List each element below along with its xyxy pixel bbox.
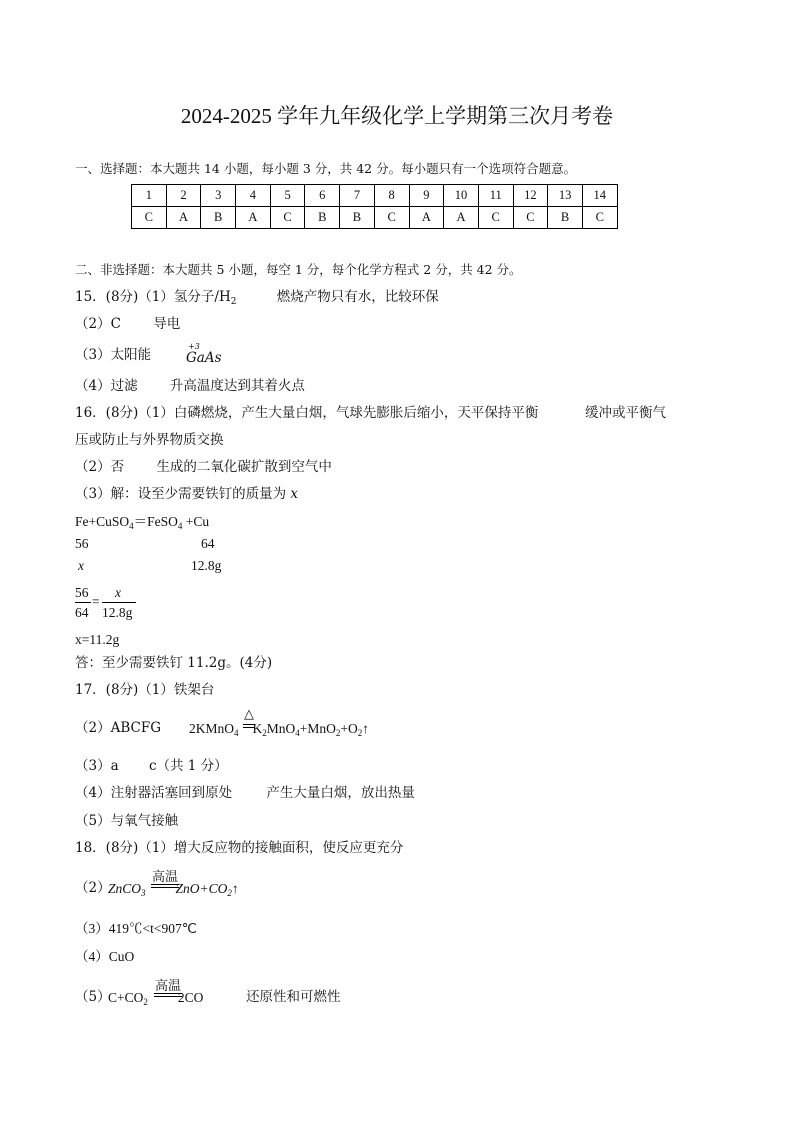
q17-answer1: 17．(8分)（1）铁架台 [75,682,215,698]
eq-sub: 4 [177,521,183,531]
q15-line2 [75,318,180,332]
q16-equation [75,515,209,531]
question-number-cell: 5 [270,185,305,207]
q17-answer3: （3）a [75,758,119,774]
answer-cell: B [305,207,340,229]
frac2-denominator: 12.8g [102,605,133,620]
q17-line4 [75,787,415,801]
answer-cell: A [166,207,201,229]
eq-product: 2CO [177,990,204,1005]
answer-table-answer-row [132,207,618,229]
q18-answer2-label: （2） [75,880,111,896]
eq-products: ＝FeSO [133,514,178,529]
answer-cell: A [444,207,479,229]
frac2-numerator: x [115,585,121,600]
q18-answer5b: 还原性和可燃性 [246,989,341,1005]
high-temp-condition: 高温 [151,870,178,885]
answer-cell: B [548,207,583,229]
eq-product-mno2: +MnO [299,721,336,736]
q15-answer1-subscript: 2 [230,297,237,307]
frac1-numerator: 56 [75,585,89,600]
question-number-cell: 12 [513,185,548,207]
q18-answer3: （3）419℃<t<907℃ [75,921,197,936]
q16-answer1b: 缓冲或平衡气 [585,405,666,421]
eq-reactant: ZnCO [108,881,142,896]
gas-arrow: ↑ [362,721,370,736]
q15-answer1b: 燃烧产物只有水，比较环保 [276,289,439,305]
q15-answer3: （3）太阳能 [75,347,152,363]
gaas-formula: GaAs [186,350,222,366]
heat-condition: △ [244,707,254,722]
q17-answer4b: 产生大量白烟，放出热量 [266,785,415,801]
q17-answer3b: c（共 1 分） [148,758,228,774]
q18-answer4: （4）CuO [75,949,135,964]
eq-sub: 2 [143,997,148,1007]
gas-arrow: ↑ [231,881,239,896]
kmno4-equation [189,722,369,738]
answer-cell: C [132,207,167,229]
q15-line1 [75,291,439,307]
eq-sub: 3 [141,888,146,898]
q16-answer2b: 生成的二氧化碳扩散到空气中 [156,459,332,475]
equals-double-line [154,993,182,997]
answer-cell: C [374,207,409,229]
question-number-cell: 3 [201,185,236,207]
equals-double-line [151,884,179,888]
answer-cell: B [201,207,236,229]
eq-sub: 4 [234,728,239,738]
q15-line4 [75,380,305,394]
frac1-denominator: 64 [75,605,89,620]
answer-table [131,184,618,229]
q18-answer1: 18．(8分)（1）增大反应物的接触面积，使反应更充分 [75,840,404,856]
frac-equals: = [92,594,100,609]
q16-result: x=11.2g [75,632,120,647]
question-number-cell: 13 [548,185,583,207]
q16-line2 [75,461,332,475]
eq-product-o2: +O [340,721,358,736]
eq-products: ZnO+CO [175,881,228,896]
answer-table-number-row [132,185,618,207]
answer-cell: C [270,207,305,229]
q16-final-answer: 答：至少需要铁钉 11.2g。(4分) [75,655,273,671]
section2-heading: 二、非选择题：本大题共 5 小题，每空 1 分，每个化学方程式 2 分，共 42 分。 [75,262,522,277]
frac2-bar [102,602,136,603]
q15-answer4b: 升高温度达到其着火点 [169,378,305,394]
question-number-cell: 1 [132,185,167,207]
eq-product-mno4: MnO [266,721,296,736]
frac1-bar [75,602,91,603]
q15-answer2: （2）C [75,316,121,332]
mass-64: 64 [201,536,215,551]
eq-sub: 4 [129,521,134,531]
eq-reactants: C+CO [108,990,144,1005]
gaas-valence: +3 [188,342,200,351]
question-number-cell: 11 [478,185,513,207]
q17-answer2: （2）ABCFG [75,720,161,736]
q16-answer1c: 压或防止与外界物质交换 [75,432,224,448]
answer-cell: C [478,207,513,229]
eq-sub: 2 [335,728,341,738]
page-title: 2024-2025 学年九年级化学上学期第三次月考卷 [180,104,614,128]
q16-answer2: （2）否 [75,459,125,475]
question-number-cell: 7 [340,185,375,207]
q15-answer2b: 导电 [153,316,181,332]
eq-reactants: Fe+CuSO [75,514,130,529]
eq-product-k: K [252,721,263,736]
q15-answer4: （4）过滤 [75,378,138,394]
mass-12.8g: 12.8g [191,558,222,573]
question-number-cell: 6 [305,185,340,207]
equals-double-line [243,724,255,728]
answer-cell: C [582,207,617,229]
question-number-cell: 4 [236,185,271,207]
eq-sub: 4 [295,728,300,738]
answer-cell: A [236,207,271,229]
answer-cell: C [513,207,548,229]
q16-variable: x [290,486,299,502]
eq-reactant: 2KMnO [189,721,235,736]
mass-x: x [78,558,84,573]
high-temp-condition: 高温 [154,979,181,994]
answer-cell: A [409,207,444,229]
eq-sub: 2 [357,728,363,738]
eq-sub: 2 [262,728,267,738]
q16-answer3 [75,488,298,502]
question-number-cell: 8 [374,185,409,207]
q16-answer3-text: （3）解：设至少需要铁钉的质量为 [75,486,287,502]
q17-answer4: （4）注射器活塞回到原处 [75,785,233,801]
q15-answer1: 15．(8分)（1）氢分子/H [75,289,231,305]
q17-line3 [75,760,228,774]
eq-products-cu: +Cu [182,514,210,529]
question-number-cell: 14 [582,185,617,207]
question-number-cell: 2 [166,185,201,207]
mass-56: 56 [75,536,89,551]
section1-heading: 一、选择题：本大题共 14 小题，每小题 3 分，共 42 分。每小题只有一个选项符合题意。 [75,161,577,176]
q16-answer1: 16．(8分)（1）白磷燃烧，产生大量白烟，气球先膨胀后缩小，天平保持平衡 [75,405,539,421]
q17-answer5: （5）与氧气接触 [75,813,179,829]
eq-sub: 2 [227,888,232,898]
proportion-fraction [75,585,145,621]
question-number-cell: 10 [444,185,479,207]
question-number-cell: 9 [409,185,444,207]
answer-cell: B [340,207,375,229]
q18-answer5-label: （5） [75,989,111,1005]
